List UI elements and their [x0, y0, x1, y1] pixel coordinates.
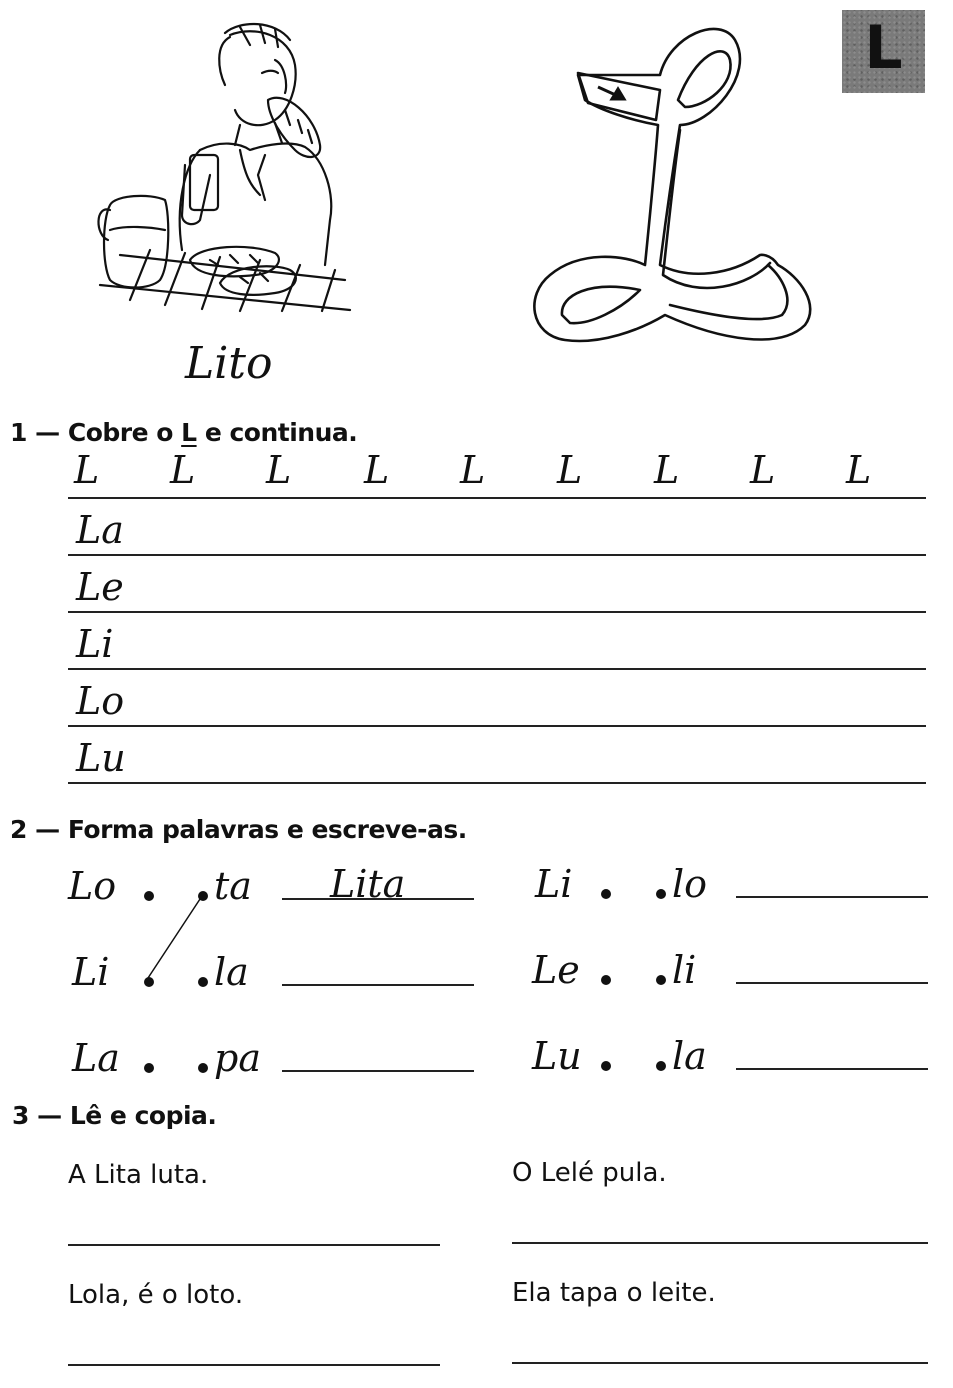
tracing-letter: L: [750, 448, 776, 492]
answer-line[interactable]: [282, 898, 474, 900]
letter-badge: [842, 10, 925, 93]
tracing-syllable: Li: [76, 622, 114, 666]
match-dot[interactable]: [601, 975, 611, 985]
tracing-syllable: Le: [76, 565, 124, 609]
syllable-first: La: [72, 1036, 120, 1080]
match-dot[interactable]: [601, 889, 611, 899]
tracing-letter: L: [846, 448, 872, 492]
match-dot[interactable]: [656, 975, 666, 985]
boy-eating-bread-illustration: [90, 15, 360, 315]
copy-line[interactable]: [512, 1242, 928, 1244]
connecting-line: [140, 890, 210, 985]
tracing-letter: L: [460, 448, 486, 492]
syllable-second: ta: [214, 864, 252, 908]
syllable-first: Lo: [68, 864, 117, 908]
answer-line[interactable]: [736, 982, 928, 984]
match-dot[interactable]: [601, 1061, 611, 1071]
exercise-2-title: [10, 815, 467, 844]
syllable-first: Le: [532, 948, 580, 992]
writing-line: [68, 668, 926, 670]
writing-line: [68, 554, 926, 556]
answer-line[interactable]: [736, 1068, 928, 1070]
tracing-letter: L: [74, 448, 100, 492]
syllable-first: Li: [535, 862, 573, 906]
writing-line: [68, 497, 926, 499]
tracing-letter: L: [557, 448, 583, 492]
tracing-letter: L: [364, 448, 390, 492]
match-dot[interactable]: [144, 1063, 154, 1073]
answer-line[interactable]: [736, 896, 928, 898]
copy-sentence: O Lelé pula.: [512, 1158, 667, 1188]
copy-line[interactable]: [68, 1364, 440, 1366]
syllable-second: la: [672, 1034, 707, 1078]
copy-sentence: A Lita luta.: [68, 1160, 209, 1190]
syllable-first: Li: [72, 950, 110, 994]
syllable-first: Lu: [532, 1034, 582, 1078]
answer-line[interactable]: [282, 1070, 474, 1072]
answer-line[interactable]: [282, 984, 474, 986]
syllable-second: li: [672, 948, 697, 992]
copy-line[interactable]: [68, 1244, 440, 1246]
match-dot[interactable]: [656, 1061, 666, 1071]
copy-sentence: Ela tapa o leite.: [512, 1278, 716, 1308]
answer-text: Lita: [330, 862, 406, 906]
exercise-1-title-letter: L: [181, 418, 197, 447]
writing-line: [68, 782, 926, 784]
exercise-1-title-before: Cobre o: [67, 418, 173, 447]
exercise-3-title: [12, 1101, 216, 1130]
tracing-syllable: La: [76, 508, 124, 552]
writing-line: [68, 725, 926, 727]
tracing-syllable: Lo: [76, 679, 125, 723]
syllable-second: lo: [672, 862, 708, 906]
exercise-2-title-text: Forma palavras e escreve-as.: [67, 815, 467, 844]
exercise-2-number: 2: [10, 815, 27, 844]
illustration-caption: Lito: [185, 338, 273, 389]
exercise-3-number: 3: [12, 1101, 29, 1130]
letter-badge-text: L: [864, 13, 903, 83]
match-dot[interactable]: [656, 889, 666, 899]
exercise-1-number: 1: [10, 418, 27, 447]
tracing-letter: L: [654, 448, 680, 492]
tracing-letter: L: [170, 448, 196, 492]
exercise-1-title-after: e continua.: [204, 418, 358, 447]
tracing-letter: L: [266, 448, 292, 492]
copy-sentence: Lola, é o loto.: [68, 1280, 244, 1310]
syllable-second: pa: [214, 1036, 261, 1080]
exercise-2-dash: —: [35, 815, 60, 844]
tracing-row-letters: [70, 448, 930, 500]
exercise-3-title-text: Lê e copia.: [69, 1101, 217, 1130]
exercise-3-dash: —: [37, 1101, 62, 1130]
exercise-1-title: [10, 418, 357, 447]
copy-line[interactable]: [512, 1362, 928, 1364]
exercise-1-dash: —: [35, 418, 60, 447]
syllable-second: la: [214, 950, 249, 994]
writing-line: [68, 611, 926, 613]
match-dot[interactable]: [198, 1063, 208, 1073]
big-cursive-letter-outline: [520, 15, 830, 355]
tracing-syllable: Lu: [76, 736, 126, 780]
